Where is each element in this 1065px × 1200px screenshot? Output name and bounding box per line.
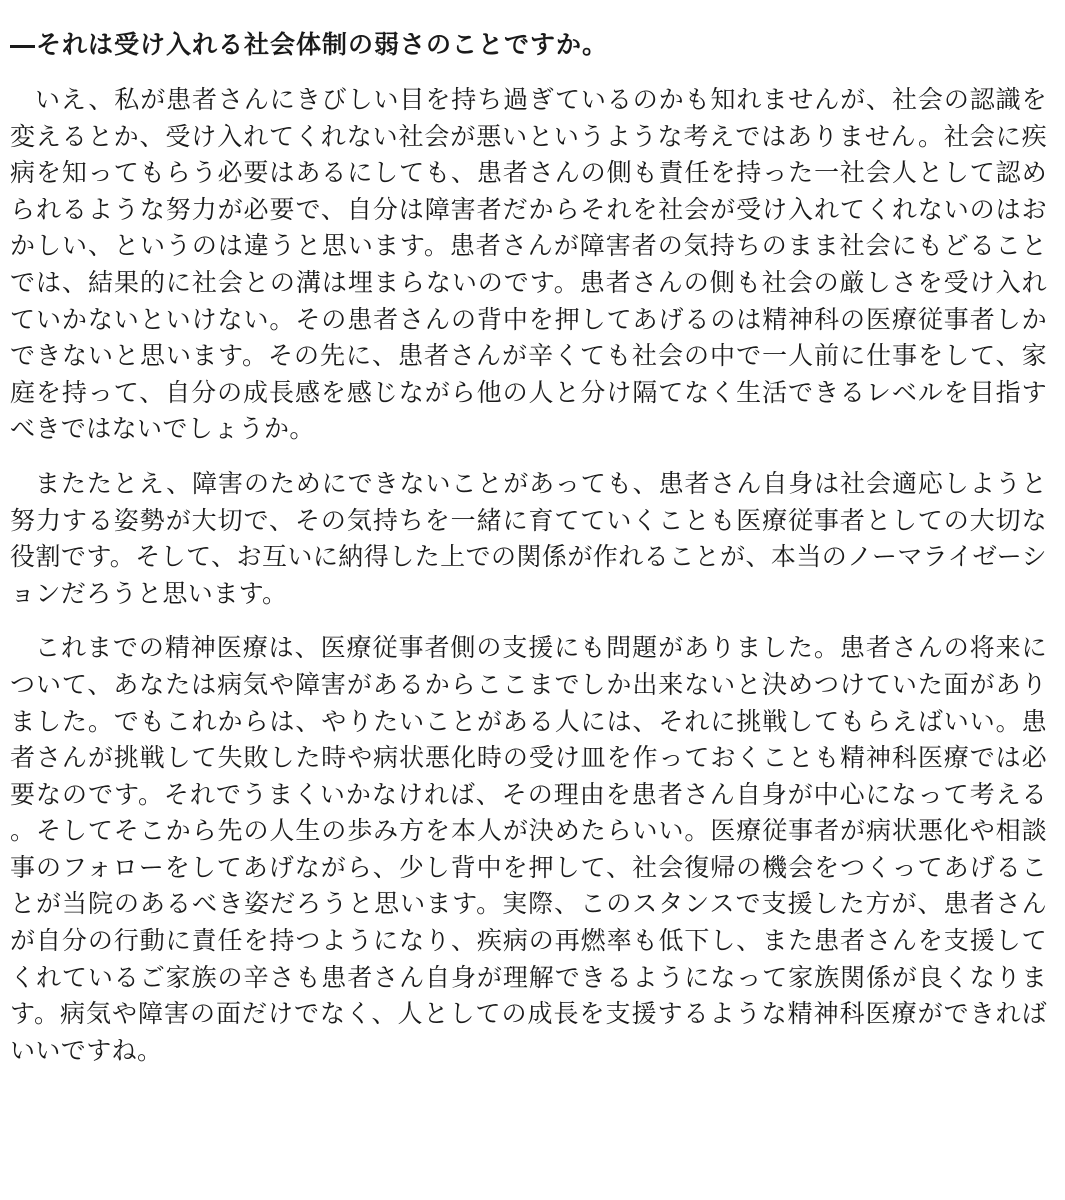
answer-paragraph-3: これまでの精神医療は、医療従事者側の支援にも問題がありました。患者さんの将来について、あなたは病気や障害があるからここまでしか出来ないと決めつけていた面がありました。でもこれからは、やりたいことがある人には、それに挑戦してもらえばいい。患者さんが挑戦して失敗した時や病状悪化時の受け皿を作っておくことも精神科医療では必要なのです。それでうまくいかなければ、その理由を患者さん自身が中心になって考える。そしてそこから先の人生の歩み方を本人が決めたらいい。医療従事者が病状悪化や相談事のフォローをしてあげながら、少し背中を押して、社会復帰の機会をつくってあげることが当院のあるべき姿だろうと思います。実際、このスタンスで支援した方が、患者さんが自分の行動に責任を持つようになり、疾病の再燃率も低下し、また患者さんを支援してくれているご家族の辛さも患者さん自身が理解できるようになって家族関係が良くなります。病気や障害の面だけでなく、人としての成長を支援するような精神科医療ができればいいですね。 [10, 633, 1047, 1065]
answer-paragraph-2: またたとえ、障害のためにできないことがあっても、患者さん自身は社会適応しようと努力する姿勢が大切で、その気持ちを一緒に育てていくことも医療従事者としての大切な役割です。そして、お互いに納得した上での関係が作れることが、本当のノーマライゼーションだろうと思います。 [10, 468, 1047, 608]
interview-question-heading: ―それは受け入れる社会体制の弱さのことですか。 [10, 30, 609, 59]
answer-paragraph-1: いえ、私が患者さんにきびしい目を持ち過ぎているのかも知れませんが、社会の認識を変えるとか、受け入れてくれない社会が悪いというような考えではありません。社会に疾病を知ってもらう必要はあるにしても、患者さんの側も責任を持った一社会人として認められるような努力が必要で、自分は障害者だからそれを社会が受け入れてくれないのはおかしい、というのは違うと思います。患者さんが障害者の気持ちのまま社会にもどることでは、結果的に社会との溝は埋まらないのです。患者さんの側も社会の厳しさを受け入れていかないといけない。その患者さんの背中を押してあげるのは精神科の医療従事者しかできないと思います。その先に、患者さんが辛くても社会の中で一人前に仕事をして、家庭を持って、自分の成長感を感じながら他の人と分け隔てなく生活できるレベルを目指すべきではないでしょうか。 [10, 85, 1047, 444]
